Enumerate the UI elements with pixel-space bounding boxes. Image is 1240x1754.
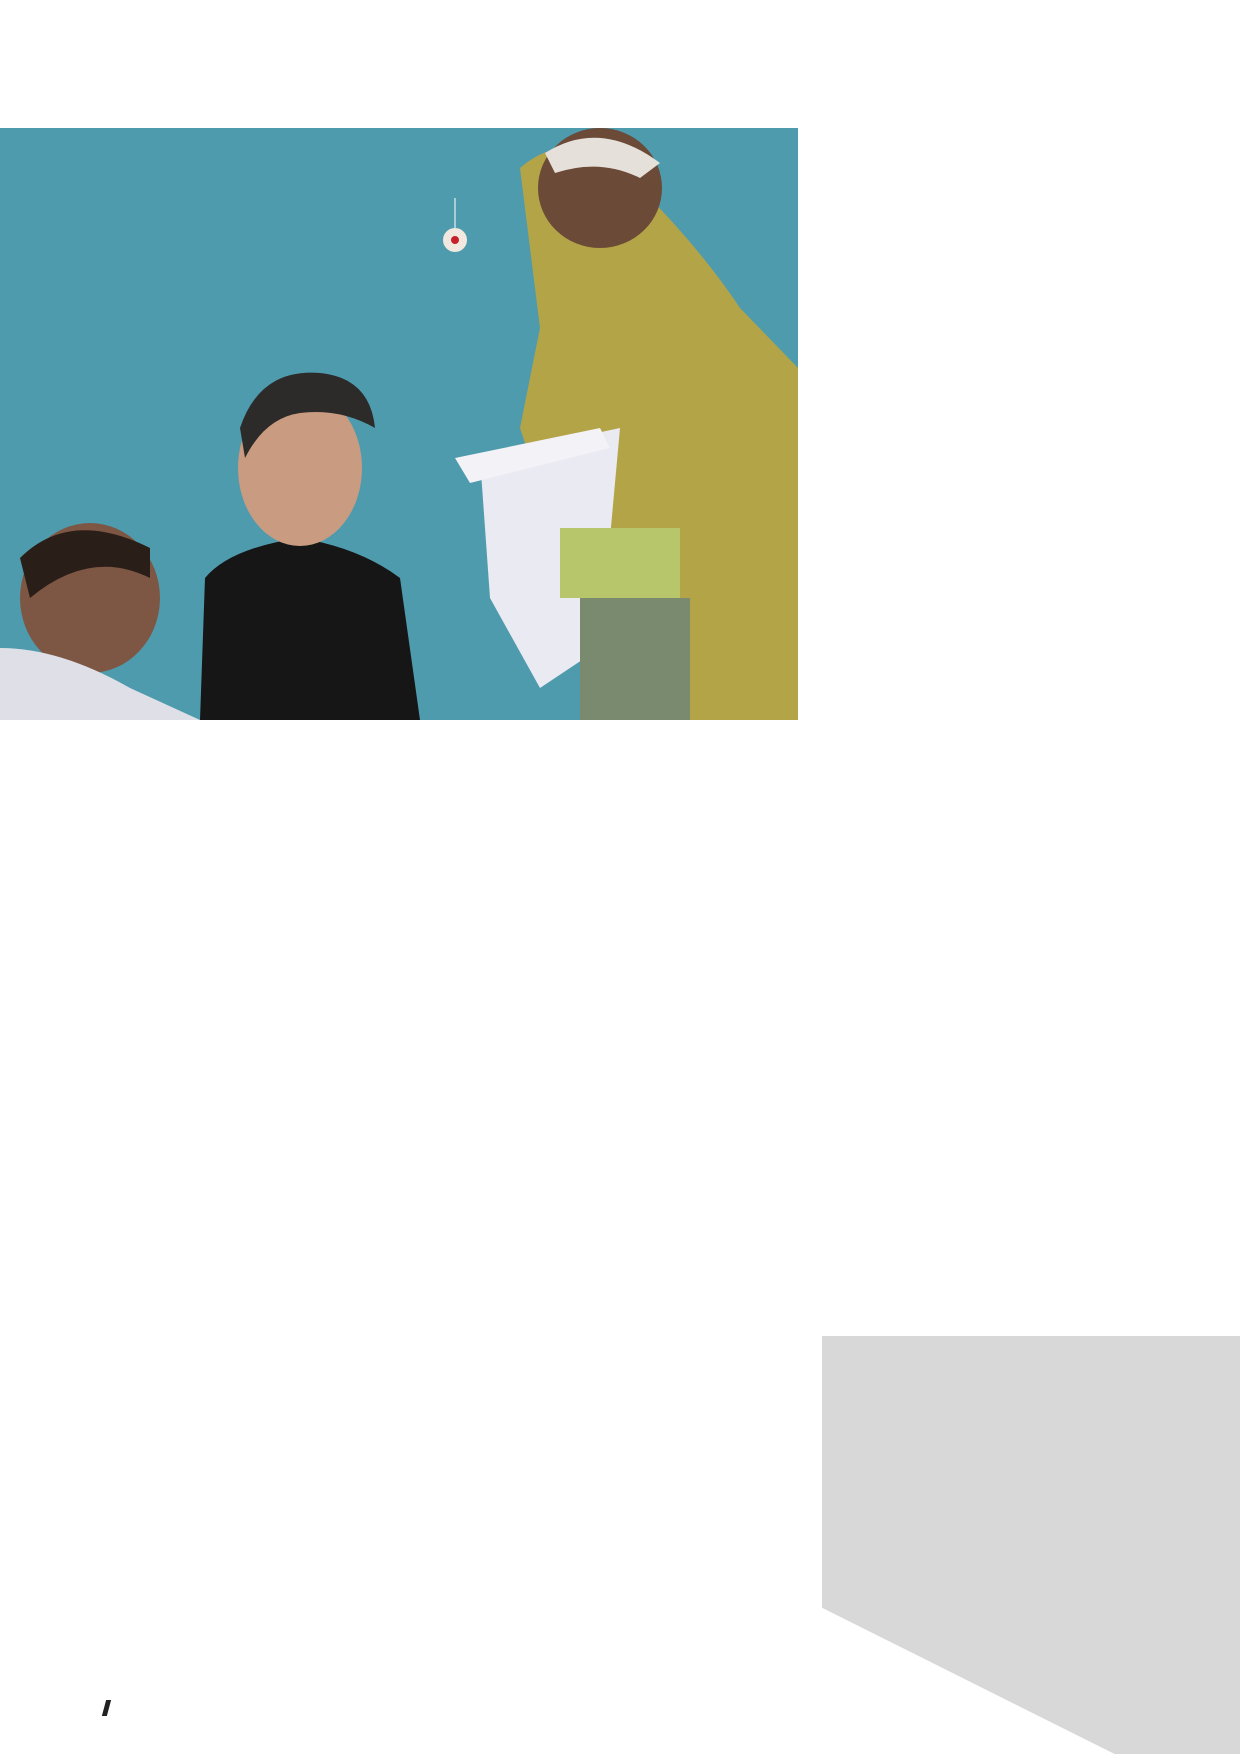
page-footer bbox=[94, 1700, 119, 1716]
photo-caption bbox=[36, 152, 416, 173]
info-box-background bbox=[822, 1336, 1240, 1754]
photo-illustration bbox=[0, 128, 798, 720]
event-photo bbox=[0, 128, 798, 720]
tauschmarkt-box bbox=[840, 1370, 1200, 1372]
footer-slash-icon bbox=[102, 1700, 111, 1716]
